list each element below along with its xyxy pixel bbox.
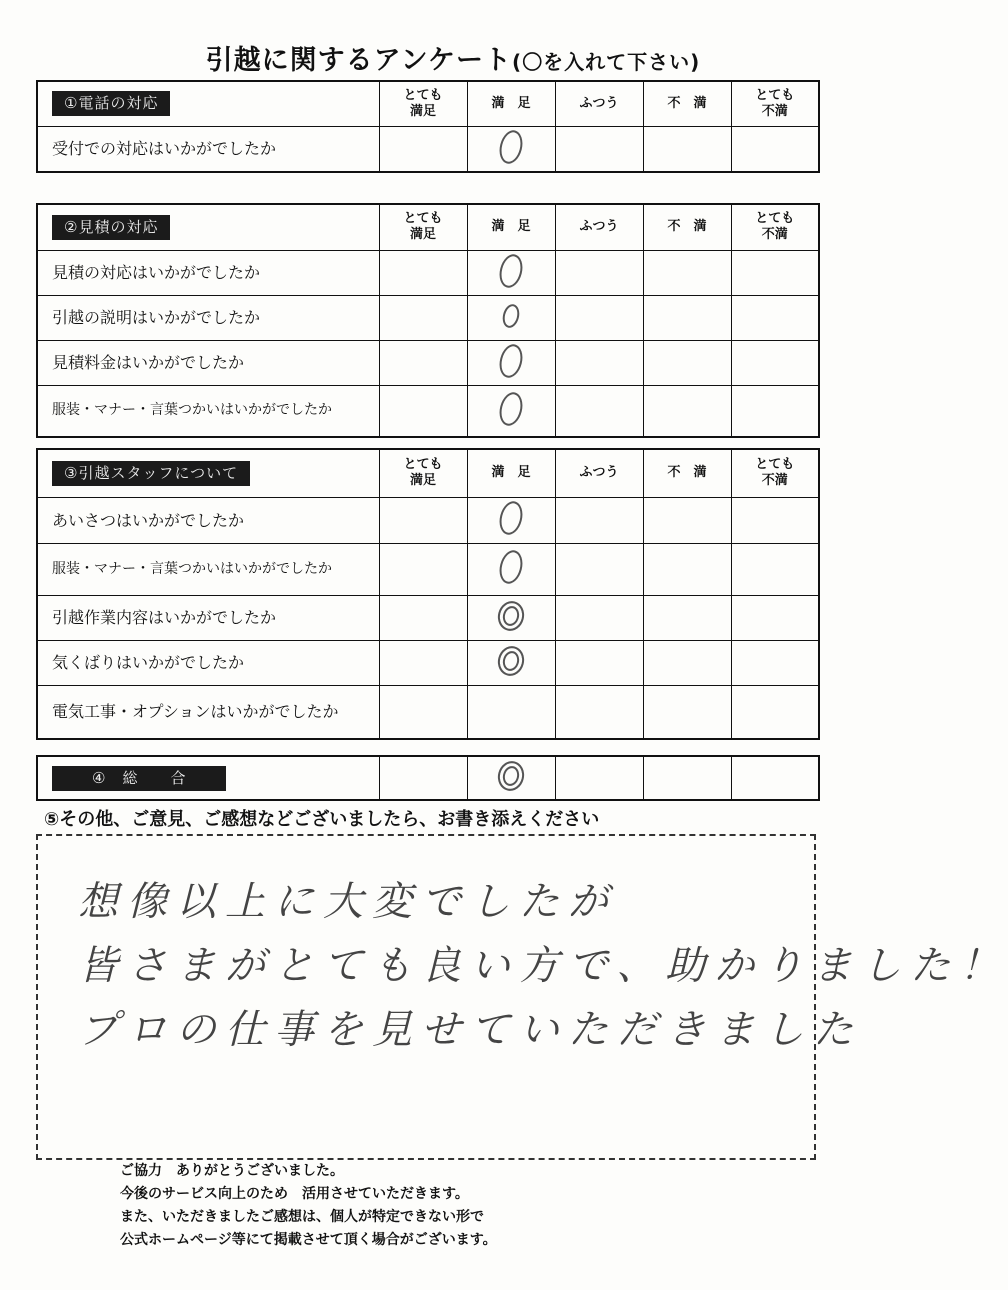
header-very-dissatisfied: とても 不満	[731, 204, 819, 250]
header-dissatisfied: 不 満	[643, 204, 731, 250]
rating-cell[interactable]	[555, 640, 643, 685]
section-heading: ②見積の対応	[52, 215, 170, 240]
question-text: あいさつはいかがでしたか	[37, 497, 379, 543]
rating-cell[interactable]	[467, 595, 555, 640]
rating-cell[interactable]	[643, 640, 731, 685]
question-row	[37, 250, 819, 295]
title-note: (〇を入れて下さい)	[512, 50, 701, 74]
question-row	[37, 595, 819, 640]
circle-mark	[496, 251, 526, 289]
rating-cell[interactable]	[379, 250, 467, 295]
rating-cell[interactable]	[379, 497, 467, 543]
circle-mark	[496, 499, 526, 537]
circle-mark	[495, 643, 527, 678]
question-row	[37, 497, 819, 543]
section-3-table	[36, 448, 820, 740]
circle-mark	[495, 598, 527, 633]
circle-mark	[496, 341, 526, 379]
rating-cell[interactable]	[555, 250, 643, 295]
rating-cell[interactable]	[467, 756, 555, 800]
question-row	[37, 295, 819, 340]
rating-cell[interactable]	[731, 640, 819, 685]
header-very-satisfied: とても 満足	[379, 204, 467, 250]
header-very-satisfied: とても 満足	[379, 449, 467, 497]
header-dissatisfied: 不 満	[643, 449, 731, 497]
section-heading: ③引越スタッフについて	[52, 461, 250, 486]
header-very-satisfied: とても 満足	[379, 81, 467, 126]
rating-cell[interactable]	[643, 497, 731, 543]
question-row	[37, 340, 819, 385]
rating-cell[interactable]	[731, 543, 819, 595]
rating-cell[interactable]	[731, 295, 819, 340]
section-heading-cell	[37, 449, 379, 497]
question-row	[37, 385, 819, 437]
rating-cell[interactable]	[467, 385, 555, 437]
rating-cell[interactable]	[643, 685, 731, 739]
rating-cell[interactable]	[731, 497, 819, 543]
question-row	[37, 685, 819, 739]
header-neutral: ふつう	[555, 449, 643, 497]
header-dissatisfied: 不 満	[643, 81, 731, 126]
footer-line: 公式ホームページ等にて掲載させて頂く場合がございます。	[120, 1232, 497, 1248]
question-text: 引越作業内容はいかがでしたか	[37, 595, 379, 640]
rating-cell[interactable]	[467, 543, 555, 595]
header-satisfied: 満 足	[467, 81, 555, 126]
rating-cell[interactable]	[555, 685, 643, 739]
question-row	[37, 543, 819, 595]
rating-cell[interactable]	[467, 250, 555, 295]
rating-cell[interactable]	[555, 595, 643, 640]
rating-cell[interactable]	[467, 685, 555, 739]
question-text: 受付での対応はいかがでしたか	[37, 126, 379, 172]
rating-cell[interactable]	[555, 756, 643, 800]
rating-cell[interactable]	[555, 385, 643, 437]
rating-cell[interactable]	[643, 126, 731, 172]
header-row	[37, 449, 819, 497]
circle-mark	[500, 302, 521, 329]
question-text: 電気工事・オプションはいかがでしたか	[37, 685, 379, 739]
circle-mark	[496, 390, 526, 428]
rating-cell[interactable]	[643, 385, 731, 437]
rating-cell[interactable]	[379, 640, 467, 685]
overall-heading-cell	[37, 756, 379, 800]
section-2-table	[36, 203, 820, 438]
rating-cell[interactable]	[555, 497, 643, 543]
overall-row	[37, 756, 819, 800]
rating-cell[interactable]	[467, 640, 555, 685]
circle-mark	[496, 128, 526, 166]
circle-mark	[496, 548, 526, 586]
rating-cell[interactable]	[643, 543, 731, 595]
rating-cell[interactable]	[643, 595, 731, 640]
rating-cell[interactable]	[643, 295, 731, 340]
rating-cell[interactable]	[467, 295, 555, 340]
comment-line: プロの仕事を見せていただきました	[78, 1007, 862, 1053]
circle-mark	[495, 758, 527, 793]
header-satisfied: 満 足	[467, 204, 555, 250]
rating-cell[interactable]	[643, 250, 731, 295]
rating-cell[interactable]	[555, 295, 643, 340]
section-heading: ①電話の対応	[52, 91, 170, 116]
rating-cell[interactable]	[555, 126, 643, 172]
header-satisfied: 満 足	[467, 449, 555, 497]
other-comments-label: ⑤その他、ご意見、ご感想などございましたら、お書き添えください	[44, 809, 600, 830]
rating-cell[interactable]	[379, 595, 467, 640]
rating-cell[interactable]	[731, 595, 819, 640]
footer-line: ご協力 ありがとうございました。	[120, 1163, 344, 1179]
rating-cell[interactable]	[379, 340, 467, 385]
comment-line: 想像以上に大変でしたが	[78, 879, 617, 925]
overall-table	[36, 755, 820, 801]
rating-cell[interactable]	[731, 126, 819, 172]
rating-cell[interactable]	[731, 385, 819, 437]
rating-cell[interactable]	[731, 250, 819, 295]
question-text: 気くばりはいかがでしたか	[37, 640, 379, 685]
rating-cell[interactable]	[379, 126, 467, 172]
rating-cell[interactable]	[379, 685, 467, 739]
question-row	[37, 126, 819, 172]
overall-heading: ④ 総 合	[52, 766, 226, 791]
rating-cell[interactable]	[731, 340, 819, 385]
header-neutral: ふつう	[555, 81, 643, 126]
rating-cell[interactable]	[731, 756, 819, 800]
question-text: 見積の対応はいかがでしたか	[37, 250, 379, 295]
rating-cell[interactable]	[467, 126, 555, 172]
rating-cell[interactable]	[379, 385, 467, 437]
rating-cell[interactable]	[555, 543, 643, 595]
rating-cell[interactable]	[379, 543, 467, 595]
question-text: 服装・マナー・言葉つかいはいかがでしたか	[37, 385, 379, 437]
rating-cell[interactable]	[643, 340, 731, 385]
rating-cell[interactable]	[731, 685, 819, 739]
rating-cell[interactable]	[379, 295, 467, 340]
comment-line: 皆さまがとても良い方で、助かりました！	[78, 943, 1008, 989]
header-very-dissatisfied: とても 不満	[731, 449, 819, 497]
rating-cell[interactable]	[643, 756, 731, 800]
question-text: 見積料金はいかがでしたか	[37, 340, 379, 385]
rating-cell[interactable]	[467, 340, 555, 385]
comment-box[interactable]	[36, 834, 1008, 1160]
section-1-table	[36, 80, 820, 173]
header-neutral: ふつう	[555, 204, 643, 250]
rating-cell[interactable]	[555, 340, 643, 385]
header-row	[37, 204, 819, 250]
rating-cell[interactable]	[379, 756, 467, 800]
question-text: 引越の説明はいかがでしたか	[37, 295, 379, 340]
survey-title	[0, 38, 906, 77]
header-row	[37, 81, 819, 126]
footer-notice	[120, 1160, 497, 1252]
question-text: 服装・マナー・言葉つかいはいかがでしたか	[37, 543, 379, 595]
footer-line: また、いただきましたご感想は、個人が特定できない形で	[120, 1209, 484, 1225]
title-main: 引越に関するアンケート	[205, 45, 513, 76]
footer-line: 今後のサービス向上のため 活用させていただきます。	[120, 1186, 469, 1202]
rating-cell[interactable]	[467, 497, 555, 543]
section-heading-cell	[37, 81, 379, 126]
header-very-dissatisfied: とても 不満	[731, 81, 819, 126]
section-heading-cell	[37, 204, 379, 250]
question-row	[37, 640, 819, 685]
